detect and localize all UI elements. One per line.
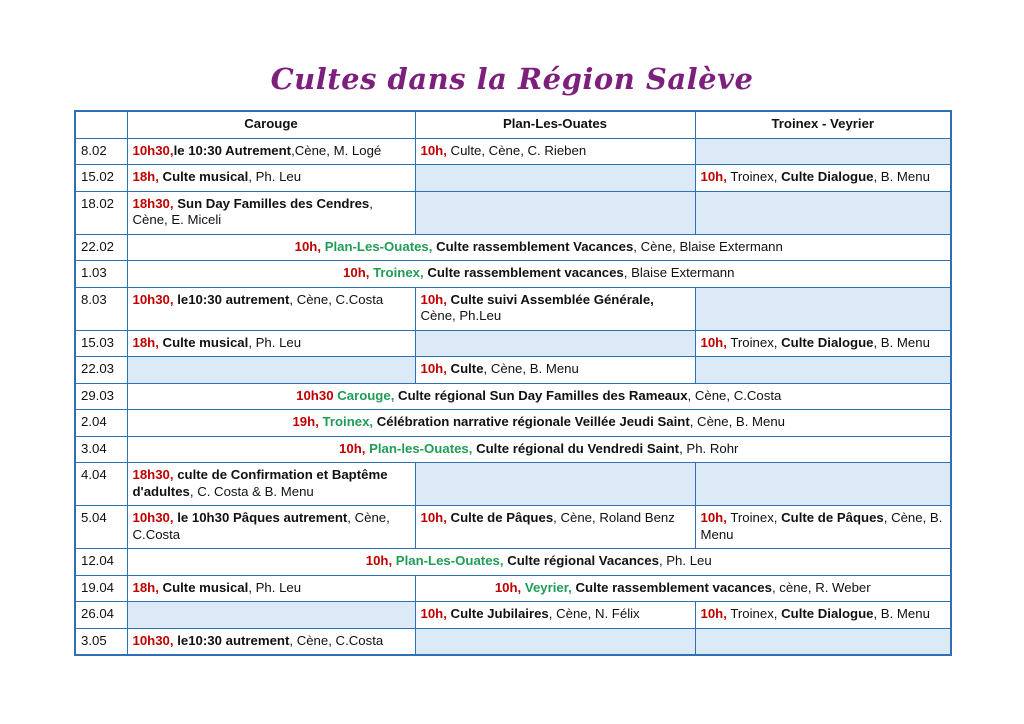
service-name: le10:30 autrement [173,632,290,648]
service-details: , Cène, C.Costa [687,387,782,403]
service-time: 10h, [700,510,727,525]
carouge-cell [127,287,415,330]
troinex-veyrier-cell [695,602,951,629]
carouge-cell [127,357,415,384]
table-row [75,138,951,165]
service-details: , Ph. Rohr [679,440,739,456]
service-name: Culte rassemblement vacances [423,265,624,280]
service-name: Culte Dialogue [781,606,874,621]
service-time: 10h30, [132,510,174,525]
regional-service-cell [127,549,951,576]
carouge-cell [127,330,415,357]
service-time: 10h30, [132,291,174,307]
row-date: 12.04 [75,549,127,576]
service-time: 10h, [494,579,522,595]
row-date: 26.04 [75,602,127,629]
troinex-veyrier-cell [695,463,951,506]
plan-les-ouates-cell [415,191,695,234]
service-time: 10h, [343,265,370,280]
regional-service-cell [127,234,951,261]
plan-les-ouates-cell [415,463,695,506]
regional-service-cell [127,383,951,410]
row-date: 2.04 [75,410,127,437]
carouge-cell [127,602,415,629]
service-time: 10h, [700,169,727,184]
service-name: culte de Confirmation et Baptême d'adultes [132,467,388,499]
service-place: Plan-Les-Ouates, [392,553,504,568]
service-time: 10h30, [132,632,174,648]
troinex-veyrier-cell [695,506,951,549]
service-time: 10h30, [132,142,174,158]
troinex-veyrier-cell [695,628,951,655]
row-date: 1.03 [75,261,127,288]
table-row [75,549,951,576]
service-place: Plan-Les-Ouates, [321,238,433,254]
service-time: 10h, [700,606,727,621]
table-row [75,191,951,234]
service-place: Troinex, [726,334,782,350]
service-time: 19h, [292,414,319,429]
table-row [75,436,951,463]
service-name: Culte suivi Assemblée Générale, [446,291,654,307]
service-time: 18h30, [132,467,174,482]
service-details: , Ph. Leu [248,579,302,595]
service-details: , Cène, B. Menu [483,361,579,376]
service-place: Troinex, [726,510,782,525]
carouge-cell [127,506,415,549]
service-time: 10h, [294,238,322,254]
row-date: 3.04 [75,436,127,463]
service-place: Carouge, [333,387,395,403]
carouge-cell [127,575,415,602]
row-date: 3.05 [75,628,127,655]
row-date: 8.02 [75,138,127,165]
service-name: Célébration narrative régionale Veillée Jeudi Saint [373,414,690,429]
service-name: Culte rassemblement Vacances [432,238,634,254]
service-details: , cène, R. Weber [771,579,871,595]
carouge-cell [127,138,415,165]
header-plan-les-ouates: Plan-Les-Ouates [415,111,695,138]
service-name: Culte musical [158,334,249,350]
regional-service-cell [127,436,951,463]
plan-les-ouates-cell [415,357,695,384]
service-name: Culte rassemblement vacances [571,579,772,595]
row-date: 4.04 [75,463,127,506]
service-name: Culte Dialogue [781,169,874,184]
table-row [75,261,951,288]
carouge-cell [127,165,415,192]
service-time: 18h, [132,579,159,595]
table-row [75,357,951,384]
service-details: , Ph. Leu [658,553,712,568]
service-name: Culte Dialogue [781,334,874,350]
service-place: Troinex, [726,606,782,621]
service-details: , Cène, B. Menu [700,510,943,542]
table-row [75,383,951,410]
service-time: 10h, [339,440,366,456]
row-date: 22.03 [75,357,127,384]
table-row [75,410,951,437]
service-name: Sun Day Familles des Cendres [173,195,370,211]
plan-les-ouates-cell [415,330,695,357]
row-date: 22.02 [75,234,127,261]
service-name: Culte Jubilaires [446,606,549,621]
service-name: Culte [446,361,484,376]
service-name: Culte musical [158,579,249,595]
service-details: , Cène, B. Menu [689,414,786,429]
service-details: , B. Menu [873,334,930,350]
service-time: 18h, [132,169,159,184]
troinex-veyrier-cell [695,330,951,357]
service-details: , B. Menu [873,169,930,184]
service-details: , Cène, Blaise Extermann [633,238,783,254]
service-time: 18h30, [132,195,174,211]
service-time: 18h, [132,334,159,350]
service-time: 10h, [420,510,447,525]
service-place: Troinex, [369,265,424,280]
service-name: le10:30 autrement [173,291,290,307]
service-details: Culte, Cène, C. Rieben [446,142,587,158]
troinex-veyrier-cell [695,357,951,384]
table-row [75,165,951,192]
service-name: Culte de Pâques [781,510,884,525]
service-details: , B. Menu [873,606,930,621]
service-details: ,Cène, M. Logé [291,142,382,158]
service-details: , Cène, C.Costa [289,291,384,307]
table-row [75,575,951,602]
row-date: 8.03 [75,287,127,330]
table-row [75,287,951,330]
header-date [75,111,127,138]
row-date: 5.04 [75,506,127,549]
service-details: , C. Costa & B. Menu [189,483,314,499]
table-row [75,234,951,261]
plan-les-ouates-cell [415,602,695,629]
service-name: le 10h30 Pâques autrement [173,510,348,525]
service-details: , Cène, E. Miceli [132,195,373,227]
table-row [75,506,951,549]
table-row [75,628,951,655]
service-details: , Ph. Leu [248,169,302,184]
service-details: Cène, Ph.Leu [420,308,502,323]
service-name: Culte régional Sun Day Familles des Rameaux [394,387,688,403]
row-date: 15.02 [75,165,127,192]
service-details: , Ph. Leu [248,334,302,350]
header-carouge: Carouge [127,111,415,138]
table-row [75,330,951,357]
row-date: 19.04 [75,575,127,602]
row-date: 29.03 [75,383,127,410]
service-time: 10h, [700,334,727,350]
service-name: Culte de Pâques [446,510,554,525]
service-details: , Cène, C.Costa [132,510,390,542]
troinex-veyrier-cell [695,165,951,192]
service-details: , Cène, C.Costa [289,632,384,648]
service-details: , Cène, N. Félix [548,606,640,621]
service-details: , Blaise Extermann [623,265,735,280]
troinex-veyrier-cell [695,191,951,234]
service-name: Culte régional Vacances [503,553,659,568]
service-time: 10h, [420,361,447,376]
carouge-cell [127,191,415,234]
service-place: Troinex, [726,169,782,184]
plan-les-ouates-cell [415,138,695,165]
service-place: Plan-les-Ouates, [365,440,473,456]
regional-service-cell [127,261,951,288]
schedule-table-wrapper [74,110,950,656]
carouge-cell [127,463,415,506]
service-name: Culte musical [158,169,249,184]
table-header [75,111,951,138]
service-time: 10h, [420,291,447,307]
table-header-row [75,111,951,138]
service-time: 10h, [420,142,447,158]
carouge-cell [127,628,415,655]
regional-service-cell [415,575,951,602]
header-troinex-veyrier: Troinex - Veyrier [695,111,951,138]
service-details: , Cène, Roland Benz [553,510,675,525]
schedule-table [74,110,952,656]
row-date: 15.03 [75,330,127,357]
service-time: 10h30 [296,387,334,403]
page-title: Cultes dans la Région Salève [270,62,754,96]
service-name: le 10:30 Autrement [173,142,292,158]
plan-les-ouates-cell [415,165,695,192]
service-place: Veyrier, [521,579,572,595]
troinex-veyrier-cell [695,287,951,330]
service-time: 10h, [365,553,393,568]
row-date: 18.02 [75,191,127,234]
table-row [75,463,951,506]
troinex-veyrier-cell [695,138,951,165]
service-place: Troinex, [318,414,374,429]
plan-les-ouates-cell [415,628,695,655]
service-name: Culte régional du Vendredi Saint [472,440,680,456]
plan-les-ouates-cell [415,287,695,330]
service-time: 10h, [420,606,447,621]
table-row [75,602,951,629]
regional-service-cell [127,410,951,437]
plan-les-ouates-cell [415,506,695,549]
table-body [75,138,951,655]
